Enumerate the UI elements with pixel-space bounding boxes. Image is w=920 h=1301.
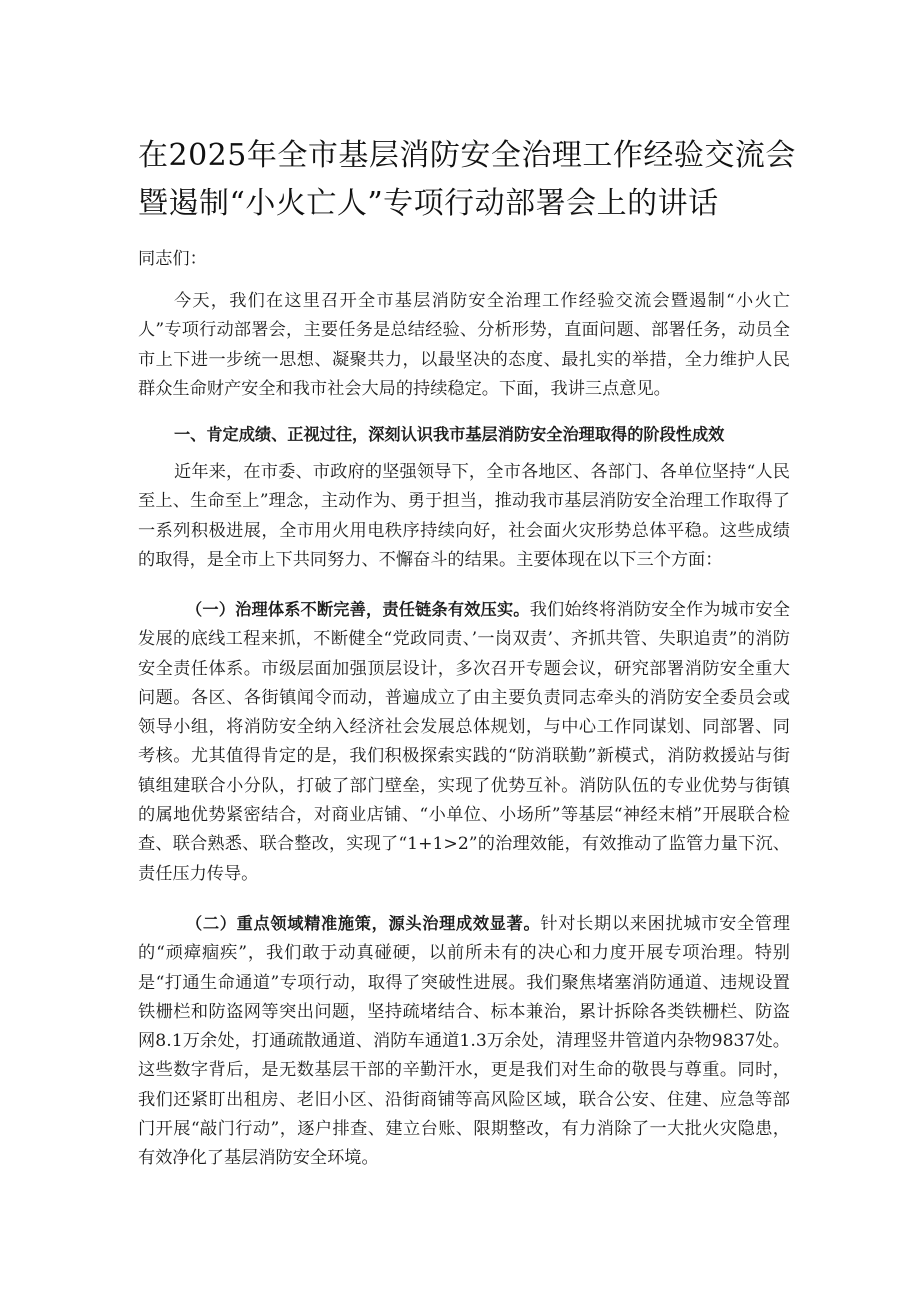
document-title: 在2025年全市基层消防安全治理工作经验交流会暨遏制“小火亡人”专项行动部署会上的讲话: [138, 138, 796, 221]
salutation: 同志们：: [138, 249, 207, 269]
subsection-1-paragraph: [138, 595, 790, 889]
intro-paragraph: 今天，我们在这里召开全市基层消防安全治理工作经验交流会暨遏制“小火亡人”专项行动部署会，主要任务是总结经验、分析形势，直面问题、部署任务，动员全市上下进一步统一思想、凝聚共力，以最坚决的态度、最扎实的举措，全力维护人民群众生命财产安全和我市社会大局的持续稳定。下面，我讲三点意见。: [138, 291, 790, 399]
subsection-1-body: 我们始终将消防安全作为城市安全发展的底线工程来抓，不断健全“党政同责、’一岗双责’、齐抓共管、失职追责”的消防安全责任体系。市级层面加强顶层设计，多次召开专题会议，研究部署消防安全重大问题。各区、各街镇闻令而动，普遍成立了由主要负责同志牵头的消防安全委员会或领导小组，将消防安全纳入经济社会发展总体规划，与中心工作同谋划、同部署、同考核。尤其值得肯定的是，我们积极探索实践的“防消联勤”新模式，消防救援站与街镇组建联合小分队，打破了部门壁垒，实现了优势互补。消防队伍的专业优势与街镇的属地优势紧密结合，对商业店铺、“小单位、小场所”等基层“神经末梢”开展联合检查、联合熟悉、联合整改，实现了“1+1>2”的治理效能，有效推动了监管力量下沉、责任压力传导。: [138, 600, 790, 884]
section-heading-1: 一、肯定成绩、正视过往，深刻认识我市基层消防安全治理取得的阶段性成效: [174, 425, 725, 444]
subsection-2-paragraph: [138, 909, 790, 1174]
subsection-2-lead: （二）重点领域精准施策，源头治理成效显著。: [186, 914, 541, 933]
section-1-paragraph: 近年来，在市委、市政府的坚强领导下，全市各地区、各部门、各单位坚持“人民至上、生命至上”理念，主动作为、勇于担当，推动我市基层消防安全治理工作取得了一系列积极进展，全市用火用电秩序持续向好，社会面火灾形势总体平稳。这些成绩的取得，是全市上下共同努力、不懈奋斗的结果。主要体现在以下三个方面：: [138, 462, 790, 570]
subsection-2-body: 针对长期以来困扰城市安全管理的“顽瘴痼疾”，我们敢于动真碰硬，以前所未有的决心和力度开展专项治理。特别是“打通生命通道”专项行动，取得了突破性进展。我们聚焦堵塞消防通道、违规设置铁栅栏和防盗网等突出问题，坚持疏堵结合、标本兼治，累计拆除各类铁栅栏、防盗网8.1万余处，打通疏散通道、消防车通道1.3万余处，清理竖井管道内杂物9837处。这些数字背后，是无数基层干部的辛勤汗水，更是我们对生命的敬畏与尊重。同时，我们还紧盯出租房、老旧小区、沿街商铺等高风险区域，联合公安、住建、应急等部门开展“敲门行动”，逐户排查、建立台账、限期整改，有力消除了一大批火灾隐患，有效净化了基层消防安全环境。: [138, 914, 790, 1169]
subsection-1-lead: （一）治理体系不断完善，责任链条有效压实。: [186, 600, 530, 619]
